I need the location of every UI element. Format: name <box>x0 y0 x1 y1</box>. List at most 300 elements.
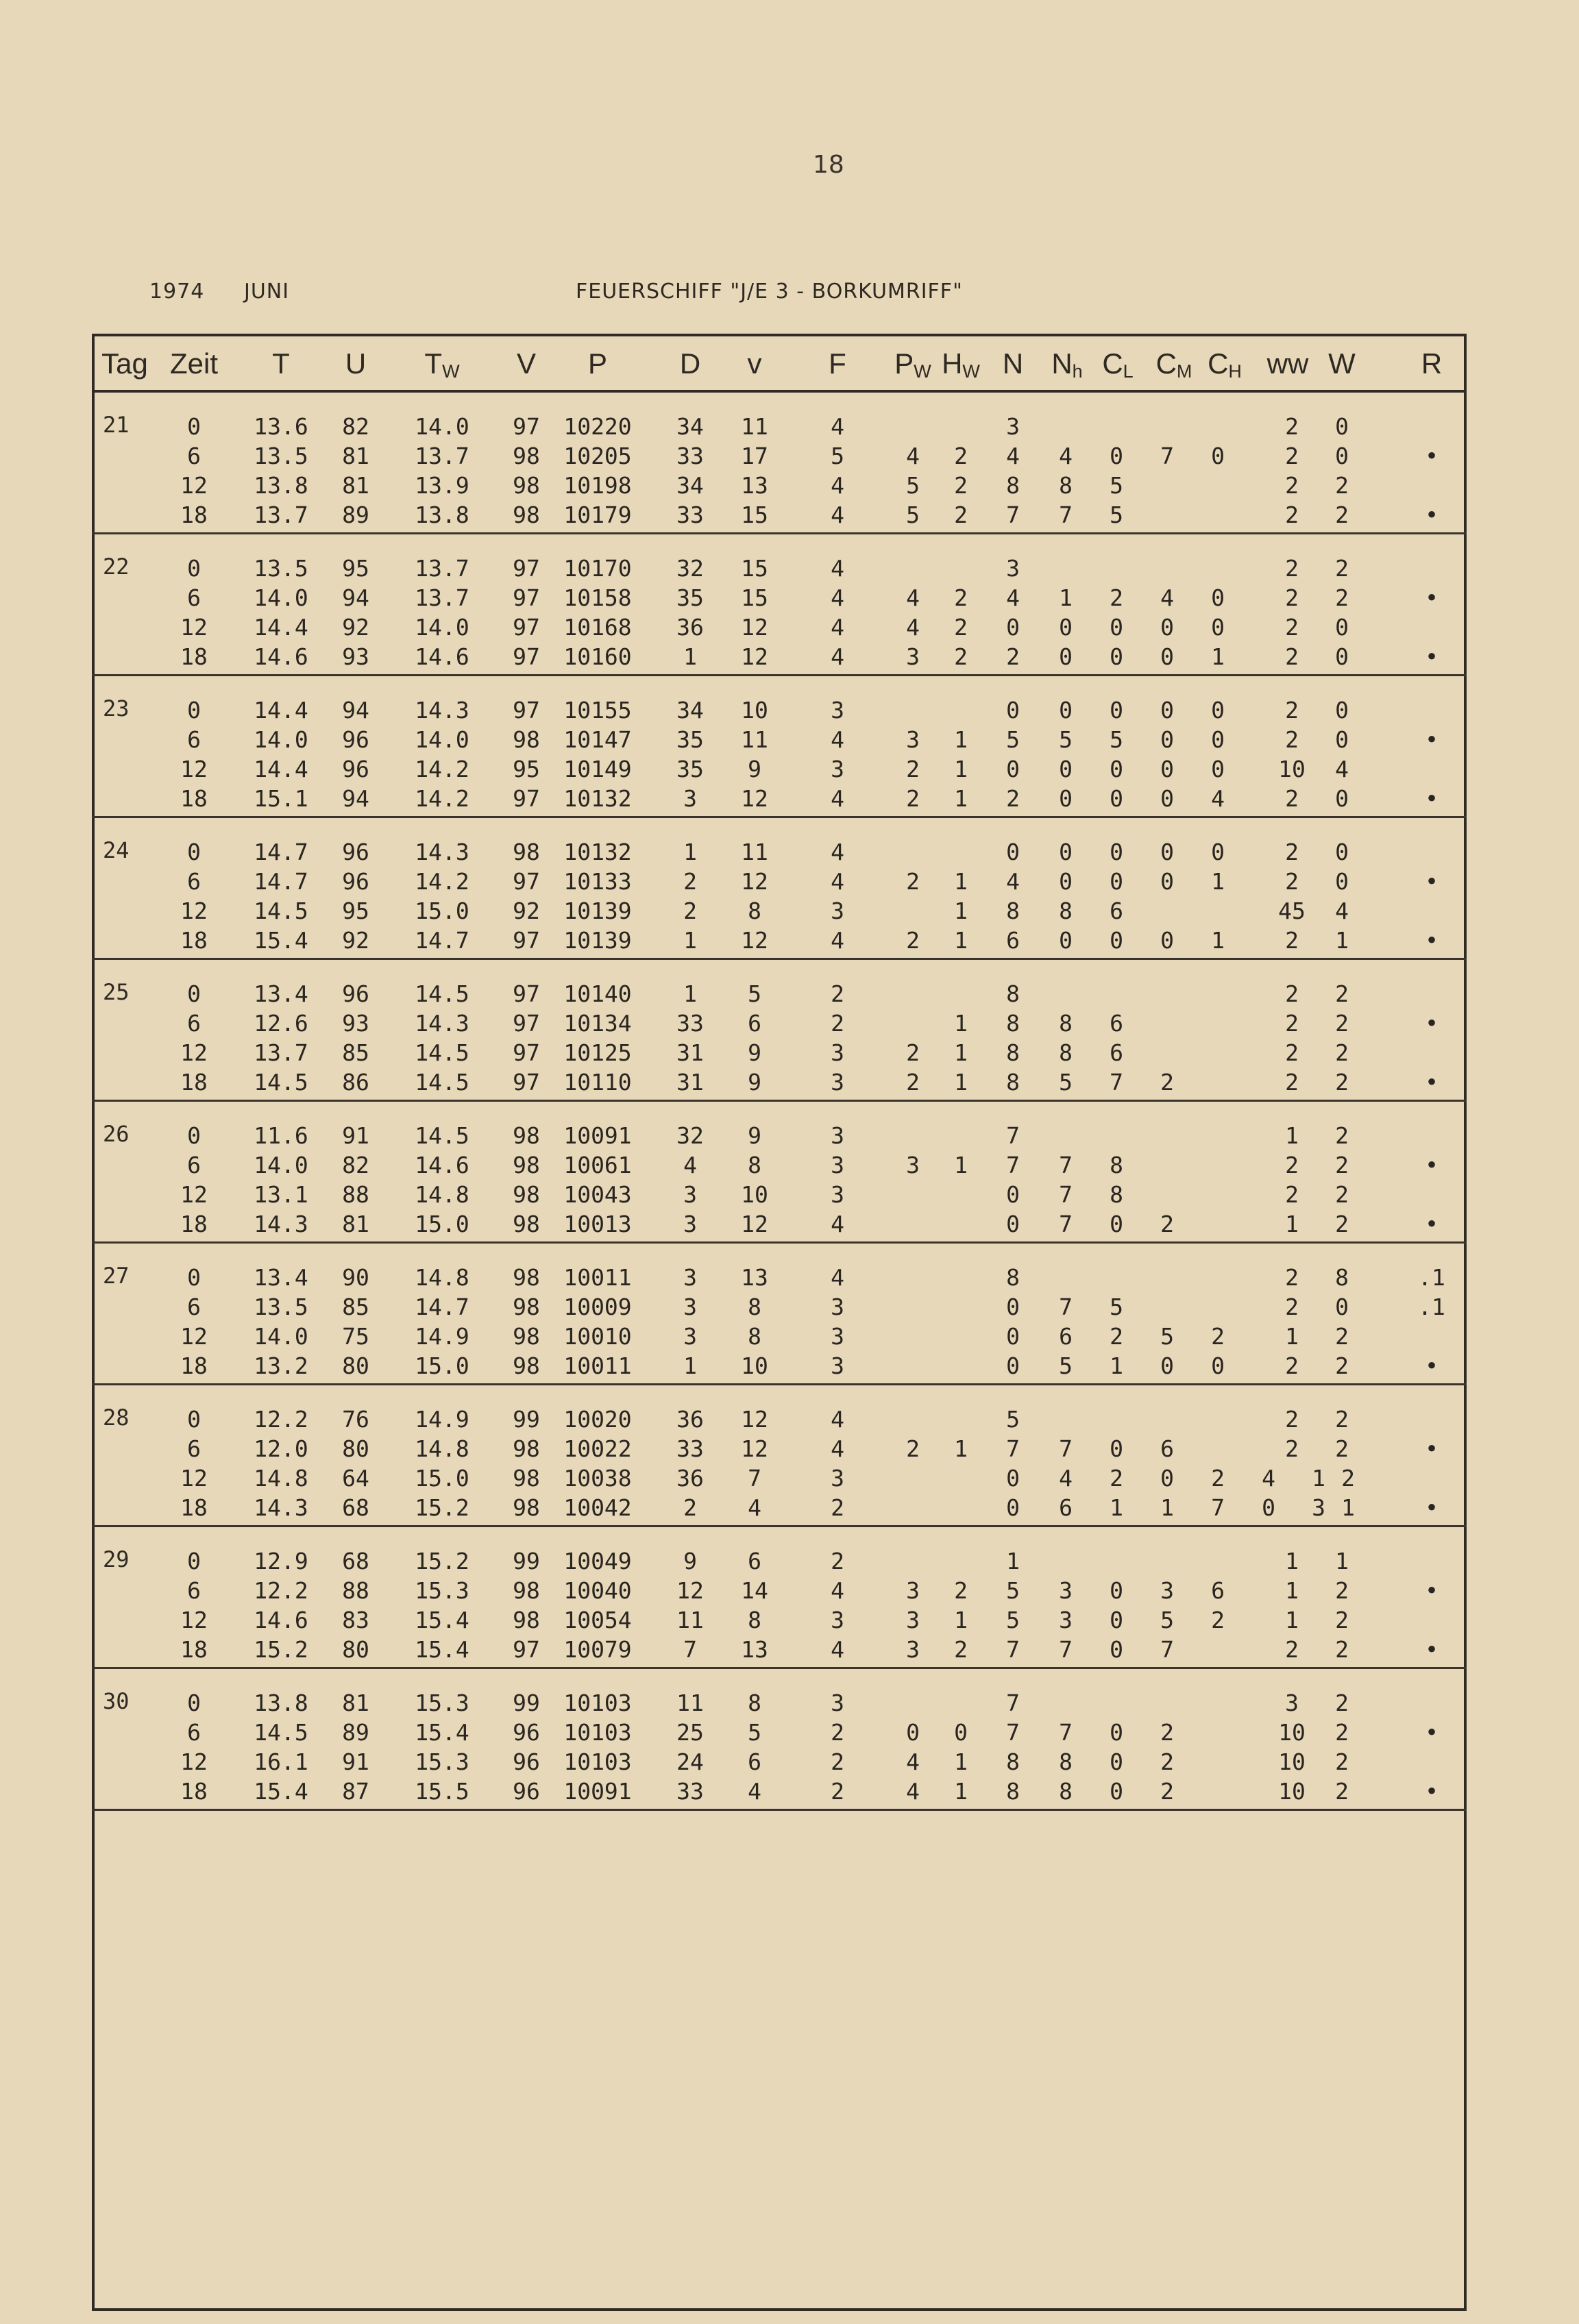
table-cell: 2 <box>1335 1039 1349 1066</box>
table-cell: 2 <box>1285 1181 1299 1208</box>
col-header-label: N <box>1002 347 1024 380</box>
table-cell: 14.5 <box>415 1069 469 1096</box>
table-cell: .1 <box>1418 1264 1445 1291</box>
day-label: 29 <box>103 1546 130 1572</box>
table-row <box>92 896 1467 926</box>
table-cell: 2 <box>1285 1264 1299 1291</box>
col-header-label: C <box>1208 347 1229 380</box>
table-cell: 13 <box>741 1636 768 1663</box>
table-cell: 2 <box>1285 555 1299 582</box>
col-header-subscript: M <box>1176 361 1192 382</box>
table-cell: • <box>1425 1152 1439 1178</box>
table-cell: 36 <box>676 1465 704 1492</box>
table-cell: 1 <box>954 1748 968 1775</box>
table-cell: 0 <box>1006 614 1020 641</box>
table-cell: 0 <box>1160 614 1174 641</box>
table-row <box>92 412 1467 442</box>
table-cell: 12 <box>741 1435 768 1462</box>
table-cell: 14.0 <box>254 1152 308 1178</box>
table-cell: 81 <box>342 472 369 499</box>
table-cell: 8 <box>1059 1039 1073 1066</box>
table-cell: 0 <box>1110 927 1123 954</box>
table-cell: 15.2 <box>415 1548 469 1574</box>
table-cell: 9 <box>683 1548 697 1574</box>
table-cell: 2 <box>1335 584 1349 611</box>
table-cell: 7 <box>1059 1294 1073 1320</box>
table-cell: 0 <box>1059 697 1073 724</box>
table-cell: 2 <box>1335 1122 1349 1149</box>
table-cell: 10139 <box>563 927 632 954</box>
table-cell: 1 <box>954 1607 968 1633</box>
table-cell: 6 <box>1059 1494 1073 1521</box>
table-cell: • <box>1425 1211 1439 1237</box>
table-cell: 5 <box>1110 1294 1123 1320</box>
table-cell: 3 <box>831 1323 844 1350</box>
table-cell: 33 <box>676 443 704 469</box>
table-cell: 10091 <box>563 1122 632 1149</box>
table-cell: • <box>1425 1778 1439 1805</box>
table-cell: 97 <box>513 614 540 641</box>
table-cell: 13.8 <box>254 472 308 499</box>
table-cell: 1 <box>954 726 968 753</box>
table-cell: 4 <box>831 1636 844 1663</box>
table-cell: 2 <box>831 1748 844 1775</box>
col-header-subscript: W <box>962 361 980 382</box>
table-cell: 93 <box>342 1010 369 1037</box>
col-header-label: Zeit <box>169 347 219 380</box>
table-cell: 91 <box>342 1122 369 1149</box>
table-cell: 0 <box>1110 1211 1123 1237</box>
table-cell: 4 <box>831 726 844 753</box>
table-cell: 34 <box>676 472 704 499</box>
day-block-30 <box>92 1669 1467 1811</box>
table-cell: 7 <box>1006 502 1020 528</box>
table-cell: 1 <box>954 785 968 812</box>
col-header-D <box>680 347 700 380</box>
col-header-F <box>829 347 846 380</box>
table-cell: 0 <box>1335 726 1349 753</box>
table-cell: 2 <box>1335 1181 1349 1208</box>
day-label: 21 <box>103 412 130 438</box>
table-cell: 2 <box>1285 868 1299 895</box>
table-cell: 13 <box>741 1264 768 1291</box>
table-cell: 1 <box>683 839 697 865</box>
table-cell: 4 <box>1211 785 1225 812</box>
table-cell: 3 <box>1285 1690 1299 1716</box>
table-cell: 4 <box>1059 443 1073 469</box>
table-cell: 8 <box>1335 1264 1349 1291</box>
table-cell: 10158 <box>563 584 632 611</box>
table-cell: 0 <box>1006 1323 1020 1350</box>
table-cell: 10038 <box>563 1465 632 1492</box>
table-cell: • <box>1425 1577 1439 1604</box>
table-cell: 5 <box>1160 1607 1174 1633</box>
table-cell: 14.3 <box>254 1211 308 1237</box>
table-cell: 0 <box>1335 1294 1349 1320</box>
table-cell: 98 <box>513 1435 540 1462</box>
table-cell: 95 <box>513 756 540 782</box>
table-cell: 10 <box>741 1181 768 1208</box>
table-cell: 10 <box>741 1352 768 1379</box>
table-cell: 9 <box>748 1122 761 1149</box>
table-cell: 6 <box>187 1010 201 1037</box>
table-cell: 0 <box>1211 443 1225 469</box>
table-cell: 14.0 <box>254 584 308 611</box>
table-cell: 4 <box>1059 1465 1073 1492</box>
table-cell: 10110 <box>563 1069 632 1096</box>
table-cell: 99 <box>513 1406 540 1433</box>
table-cell: 0 <box>1160 839 1174 865</box>
day-block-22 <box>92 534 1467 676</box>
table-cell: 0 <box>1160 927 1174 954</box>
col-header-label: H <box>942 347 963 380</box>
table-cell: 2 <box>1285 1152 1299 1178</box>
table-cell: 10 <box>1278 1719 1306 1746</box>
table-cell: 0 <box>1006 756 1020 782</box>
table-cell: 8 <box>748 1294 761 1320</box>
table-cell: 6 <box>1110 1039 1123 1066</box>
table-cell: 7 <box>1059 1435 1073 1462</box>
table-cell: • <box>1425 1352 1439 1379</box>
table-cell: 18 <box>180 1494 208 1521</box>
table-cell: 85 <box>342 1039 369 1066</box>
table-cell: 0 <box>1211 584 1225 611</box>
table-cell: 96 <box>342 868 369 895</box>
table-cell: 0 <box>1211 756 1225 782</box>
table-cell: 10155 <box>563 697 632 724</box>
table-cell: 0 <box>1110 614 1123 641</box>
table-cell: 5 <box>1059 726 1073 753</box>
table-cell: 11.6 <box>254 1122 308 1149</box>
table-cell: 4 <box>1006 584 1020 611</box>
table-cell: 1 <box>683 643 697 670</box>
table-cell: 2 <box>1160 1778 1174 1805</box>
day-label: 26 <box>103 1121 130 1147</box>
col-header-R <box>1421 347 1442 380</box>
table-cell: 2 <box>954 643 968 670</box>
table-cell: 12 <box>180 614 208 641</box>
table-cell: 3 <box>831 756 844 782</box>
table-cell: .1 <box>1418 1294 1445 1320</box>
table-cell: 97 <box>513 785 540 812</box>
table-cell: 4 <box>906 1748 920 1775</box>
table-cell: 14.3 <box>254 1494 308 1521</box>
table-cell: 7 <box>1006 1152 1020 1178</box>
table-cell: 2 <box>1285 927 1299 954</box>
col-header-label: W <box>1328 347 1356 380</box>
table-cell: 6 <box>748 1548 761 1574</box>
table-cell: 88 <box>342 1577 369 1604</box>
table-cell: 7 <box>1059 1636 1073 1663</box>
table-cell: • <box>1425 726 1439 753</box>
col-header-subscript: L <box>1123 361 1134 382</box>
table-cell: 14.8 <box>254 1465 308 1492</box>
table-cell: 0 <box>1262 1494 1275 1521</box>
table-cell: 7 <box>1110 1069 1123 1096</box>
table-cell: 94 <box>342 584 369 611</box>
table-cell: 0 <box>1110 839 1123 865</box>
table-cell: 6 <box>187 1152 201 1178</box>
table-cell: 8 <box>1006 980 1020 1007</box>
table-cell: 98 <box>513 1264 540 1291</box>
table-cell: 13.5 <box>254 1294 308 1320</box>
table-cell: • <box>1425 1636 1439 1663</box>
table-cell: 10198 <box>563 472 632 499</box>
table-cell: 1 <box>954 1010 968 1037</box>
table-cell: 98 <box>513 1294 540 1320</box>
table-cell: 8 <box>1059 1748 1073 1775</box>
table-cell: • <box>1425 584 1439 611</box>
table-cell: 14.9 <box>415 1406 469 1433</box>
table-cell: 1 <box>954 927 968 954</box>
table-cell: 0 <box>1160 1465 1174 1492</box>
table-cell: 9 <box>748 1039 761 1066</box>
table-cell: 5 <box>831 443 844 469</box>
table-cell: 12 <box>741 1211 768 1237</box>
table-cell: 2 <box>1341 1465 1355 1492</box>
table-cell: 3 <box>906 726 920 753</box>
table-cell: 4 <box>831 1435 844 1462</box>
table-row <box>92 554 1467 584</box>
table-cell: 33 <box>676 1778 704 1805</box>
table-cell: 98 <box>513 1211 540 1237</box>
table-cell: 98 <box>513 1352 540 1379</box>
table-cell: 18 <box>180 1069 208 1096</box>
table-cell: 7 <box>1059 1152 1073 1178</box>
table-cell: 12 <box>180 1039 208 1066</box>
table-cell: 0 <box>1160 756 1174 782</box>
table-cell: 12.2 <box>254 1406 308 1433</box>
table-cell: 18 <box>180 1636 208 1663</box>
table-cell: 11 <box>741 726 768 753</box>
table-cell: 10 <box>1278 756 1306 782</box>
table-cell: 3 <box>831 1294 844 1320</box>
table-cell: 0 <box>1211 839 1225 865</box>
table-cell: 32 <box>676 1122 704 1149</box>
table-cell: 10160 <box>563 643 632 670</box>
table-cell: 45 <box>1278 898 1306 924</box>
table-cell: 4 <box>1262 1465 1275 1492</box>
col-header-subscript: H <box>1228 361 1242 382</box>
table-cell: 96 <box>513 1748 540 1775</box>
table-cell: 2 <box>954 1577 968 1604</box>
table-cell: 15.0 <box>415 898 469 924</box>
table-cell: 0 <box>1335 868 1349 895</box>
table-cell: 76 <box>342 1406 369 1433</box>
table-cell: 94 <box>342 697 369 724</box>
table-row <box>92 1292 1467 1322</box>
table-cell: 2 <box>906 1039 920 1066</box>
table-cell: 0 <box>1110 1636 1123 1663</box>
table-cell: 0 <box>906 1719 920 1746</box>
table-cell: 15.5 <box>415 1778 469 1805</box>
table-cell: 10011 <box>563 1352 632 1379</box>
table-cell: 2 <box>1160 1719 1174 1746</box>
table-cell: 14.6 <box>415 643 469 670</box>
table-cell: 10010 <box>563 1323 632 1350</box>
table-cell: 5 <box>748 980 761 1007</box>
table-cell: 92 <box>342 927 369 954</box>
table-cell: 14.6 <box>254 643 308 670</box>
col-header-label: N <box>1051 347 1073 380</box>
table-cell: 3 <box>831 1465 844 1492</box>
table-cell: 10125 <box>563 1039 632 1066</box>
day-block-25 <box>92 960 1467 1102</box>
table-cell: 2 <box>1285 980 1299 1007</box>
table-cell: 24 <box>676 1748 704 1775</box>
table-cell: 83 <box>342 1607 369 1633</box>
header-title: FEUERSCHIFF "J/E 3 - BORKUMRIFF" <box>576 280 963 304</box>
table-cell: 18 <box>180 643 208 670</box>
table-cell: 1 <box>1059 584 1073 611</box>
table-cell: 3 <box>831 1122 844 1149</box>
table-cell: 0 <box>1211 726 1225 753</box>
table-cell: 2 <box>954 1636 968 1663</box>
table-cell: 4 <box>906 614 920 641</box>
table-cell: 15.0 <box>415 1352 469 1379</box>
table-cell: 0 <box>187 1406 201 1433</box>
table-cell: 2 <box>1285 643 1299 670</box>
table-cell: 98 <box>513 1181 540 1208</box>
table-cell: 12 <box>180 898 208 924</box>
table-cell: 4 <box>831 502 844 528</box>
table-cell: 10079 <box>563 1636 632 1663</box>
table-cell: 2 <box>1285 614 1299 641</box>
table-row <box>92 784 1467 814</box>
day-block-28 <box>92 1385 1467 1527</box>
table-row <box>92 837 1467 867</box>
table-row <box>92 1067 1467 1098</box>
table-cell: 12 <box>180 472 208 499</box>
table-cell: 5 <box>1059 1069 1073 1096</box>
col-header-v <box>748 347 762 380</box>
table-cell: 3 <box>1059 1577 1073 1604</box>
table-cell: 14.0 <box>254 1323 308 1350</box>
table-cell: 97 <box>513 555 540 582</box>
table-cell: 7 <box>1160 443 1174 469</box>
table-cell: 0 <box>1110 697 1123 724</box>
table-cell: 6 <box>1160 1435 1174 1462</box>
table-cell: 1 <box>683 1352 697 1379</box>
col-header-Nh <box>1051 347 1082 382</box>
table-cell: 3 <box>831 1152 844 1178</box>
table-cell: 1 <box>1285 1607 1299 1633</box>
table-cell: 2 <box>1285 1406 1299 1433</box>
table-cell: 4 <box>831 1264 844 1291</box>
table-cell: 14.4 <box>254 614 308 641</box>
table-cell: 4 <box>831 413 844 440</box>
table-cell: 2 <box>1335 1010 1349 1037</box>
table-cell: • <box>1425 785 1439 812</box>
table-cell: 0 <box>1160 1352 1174 1379</box>
table-cell: 10168 <box>563 614 632 641</box>
table-cell: 18 <box>180 1778 208 1805</box>
table-cell: 1 <box>1006 1548 1020 1574</box>
table-cell: 10140 <box>563 980 632 1007</box>
col-header-zeit <box>170 347 218 380</box>
table-cell: 2 <box>1285 502 1299 528</box>
table-cell: 2 <box>906 1435 920 1462</box>
table-cell: 2 <box>1285 1352 1299 1379</box>
table-row <box>92 867 1467 897</box>
table-cell: 97 <box>513 1010 540 1037</box>
table-cell: 4 <box>1160 584 1174 611</box>
table-cell: 1 <box>954 898 968 924</box>
table-cell: 10134 <box>563 1010 632 1037</box>
table-cell: 13.5 <box>254 555 308 582</box>
col-header-CL <box>1102 347 1133 382</box>
table-cell: 13.7 <box>254 1039 308 1066</box>
table-cell: 0 <box>1006 839 1020 865</box>
table-cell: 10103 <box>563 1719 632 1746</box>
table-cell: 3 <box>906 643 920 670</box>
table-cell: 12 <box>180 1465 208 1492</box>
day-block-26 <box>92 1102 1467 1244</box>
col-header-CH <box>1208 347 1242 382</box>
col-header-Tw <box>424 347 459 382</box>
col-header-label: U <box>345 347 367 380</box>
table-cell: 2 <box>1335 1211 1349 1237</box>
table-cell: 12.6 <box>254 1010 308 1037</box>
table-cell: 1 <box>1285 1548 1299 1574</box>
table-cell: 14 <box>741 1577 768 1604</box>
table-cell: 10 <box>1278 1748 1306 1775</box>
table-cell: 2 <box>1285 1636 1299 1663</box>
table-cell: 15 <box>741 502 768 528</box>
table-cell: 4 <box>831 839 844 865</box>
table-cell: 4 <box>1006 868 1020 895</box>
col-header-label: V <box>516 347 537 380</box>
table-cell: 4 <box>748 1778 761 1805</box>
table-cell: 8 <box>748 898 761 924</box>
table-cell: 0 <box>1335 413 1349 440</box>
table-cell: 2 <box>1211 1607 1225 1633</box>
table-cell: 0 <box>1059 868 1073 895</box>
table-cell: 98 <box>513 1607 540 1633</box>
table-cell: 3 <box>906 1636 920 1663</box>
table-cell: 8 <box>748 1690 761 1716</box>
table-cell: 0 <box>1335 697 1349 724</box>
table-cell: 15.2 <box>415 1494 469 1521</box>
col-header-subscript: h <box>1072 361 1083 382</box>
table-cell: 7 <box>1006 1636 1020 1663</box>
table-cell: 10 <box>741 697 768 724</box>
table-cell: 2 <box>1335 502 1349 528</box>
table-cell: 13.8 <box>254 1690 308 1716</box>
table-cell: 12 <box>741 927 768 954</box>
table-cell: 2 <box>1110 1323 1123 1350</box>
col-header-subscript: W <box>914 361 931 382</box>
table-cell: 0 <box>1160 868 1174 895</box>
table-cell: 2 <box>831 1719 844 1746</box>
table-cell: 6 <box>187 1435 201 1462</box>
table-cell: 97 <box>513 697 540 724</box>
table-cell: 5 <box>1006 1406 1020 1433</box>
table-cell: 14.9 <box>415 1323 469 1350</box>
table-cell: 2 <box>1211 1465 1225 1492</box>
table-row <box>92 441 1467 471</box>
table-row <box>92 1263 1467 1293</box>
table-cell: 4 <box>831 643 844 670</box>
day-label: 28 <box>103 1405 130 1431</box>
table-cell: 14.2 <box>415 785 469 812</box>
table-cell: 3 <box>683 1264 697 1291</box>
table-cell: 5 <box>906 472 920 499</box>
table-cell: 12 <box>741 1406 768 1433</box>
table-row <box>92 979 1467 1009</box>
table-cell: 15.3 <box>415 1577 469 1604</box>
col-header-label: C <box>1155 347 1177 380</box>
